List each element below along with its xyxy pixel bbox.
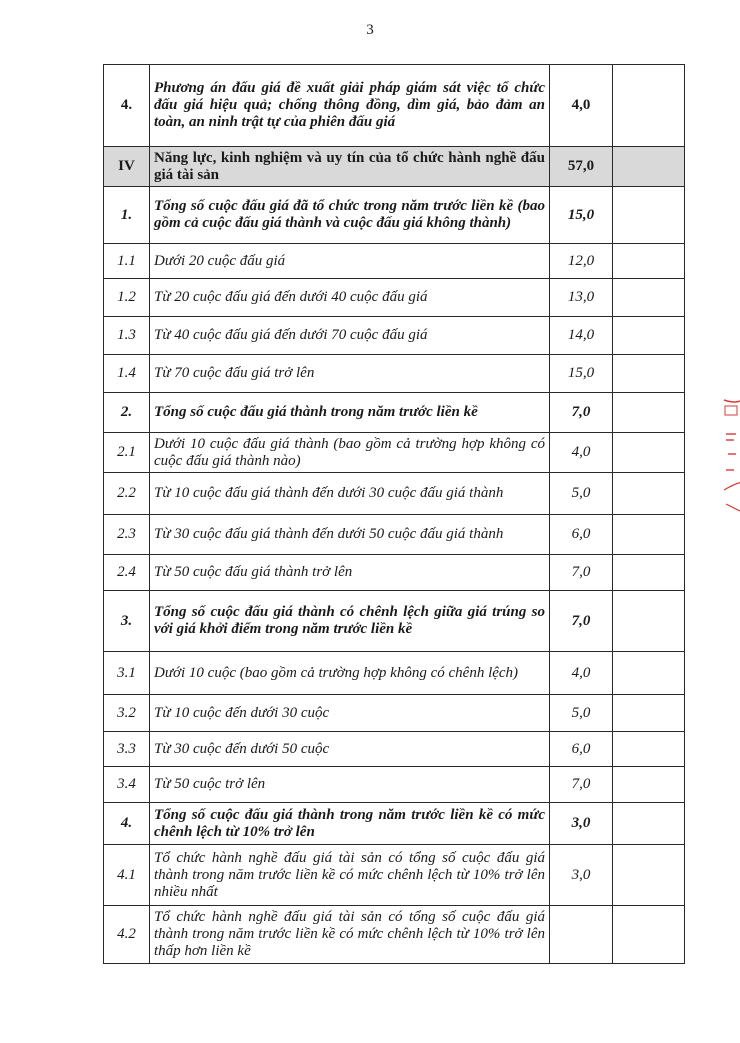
row-score: 7,0	[550, 591, 613, 652]
empty-cell	[613, 187, 685, 244]
row-number: 3.1	[104, 652, 150, 695]
empty-cell	[613, 279, 685, 317]
row-number: 3.	[104, 591, 150, 652]
row-description: Năng lực, kinh nghiệm và uy tín của tổ chức hành nghề đấu giá tài sản	[150, 147, 550, 187]
empty-cell	[613, 695, 685, 732]
empty-cell	[613, 845, 685, 906]
row-description: Từ 50 cuộc đấu giá thành trở lên	[150, 555, 550, 591]
empty-cell	[613, 147, 685, 187]
row-number: 3.4	[104, 767, 150, 803]
row-description: Tổng số cuộc đấu giá thành trong năm trước liền kề có mức chênh lệch từ 10% trở lên	[150, 803, 550, 845]
empty-cell	[613, 591, 685, 652]
empty-cell	[613, 317, 685, 355]
row-description: Tổng số cuộc đấu giá đã tổ chức trong năm trước liền kề (bao gồm cả cuộc đấu giá thành và cuộc đấu giá không thành)	[150, 187, 550, 244]
row-description: Tổng số cuộc đấu giá thành có chênh lệch giữa giá trúng so với giá khởi điểm trong năm trước liền kề	[150, 591, 550, 652]
row-score: 5,0	[550, 695, 613, 732]
row-description: Từ 10 cuộc đấu giá thành đến dưới 30 cuộc đấu giá thành	[150, 473, 550, 515]
row-score: 57,0	[550, 147, 613, 187]
row-description: Dưới 20 cuộc đấu giá	[150, 244, 550, 279]
row-score: 7,0	[550, 393, 613, 433]
empty-cell	[613, 393, 685, 433]
criteria-row	[104, 187, 685, 244]
row-description: Phương án đấu giá đề xuất giải pháp giám sát việc tổ chức đấu giá hiệu quả; chống thông đồng, dìm giá, bảo đảm an toàn, an ninh trật tự của phiên đấu giá	[150, 65, 550, 147]
empty-cell	[613, 555, 685, 591]
row-number: 1.1	[104, 244, 150, 279]
row-description: Từ 20 cuộc đấu giá đến dưới 40 cuộc đấu giá	[150, 279, 550, 317]
empty-cell	[613, 906, 685, 964]
criteria-row	[104, 433, 685, 473]
criteria-row	[104, 695, 685, 732]
criteria-row	[104, 317, 685, 355]
row-description: Tổ chức hành nghề đấu giá tài sản có tổng số cuộc đấu giá thành trong năm trước liền kề có mức chênh lệch từ 10% trở lên thấp hơn liền kề	[150, 906, 550, 964]
row-score: 15,0	[550, 355, 613, 393]
row-score: 6,0	[550, 732, 613, 767]
row-score: 4,0	[550, 433, 613, 473]
row-score	[550, 906, 613, 964]
row-number: 2.	[104, 393, 150, 433]
criteria-row	[104, 591, 685, 652]
red-stamp-edge	[722, 398, 740, 516]
empty-cell	[613, 244, 685, 279]
criteria-row	[104, 279, 685, 317]
row-description: Tổ chức hành nghề đấu giá tài sản có tổng số cuộc đấu giá thành trong năm trước liền kề có mức chênh lệch từ 10% trở lên nhiều nhất	[150, 845, 550, 906]
empty-cell	[613, 473, 685, 515]
row-number: 2.3	[104, 515, 150, 555]
row-description: Từ 40 cuộc đấu giá đến dưới 70 cuộc đấu giá	[150, 317, 550, 355]
row-description: Từ 70 cuộc đấu giá trở lên	[150, 355, 550, 393]
row-description: Từ 50 cuộc trở lên	[150, 767, 550, 803]
empty-cell	[613, 433, 685, 473]
row-number: 1.4	[104, 355, 150, 393]
page-number: 3	[366, 22, 374, 38]
row-number: 4.2	[104, 906, 150, 964]
row-number: 4.1	[104, 845, 150, 906]
empty-cell	[613, 355, 685, 393]
row-description: Dưới 10 cuộc đấu giá thành (bao gồm cả trường hợp không có cuộc đấu giá thành nào)	[150, 433, 550, 473]
row-number: 3.2	[104, 695, 150, 732]
row-score: 4,0	[550, 652, 613, 695]
row-score: 3,0	[550, 803, 613, 845]
criteria-row	[104, 244, 685, 279]
criteria-row	[104, 65, 685, 147]
scoring-criteria-table	[103, 64, 685, 964]
row-score: 14,0	[550, 317, 613, 355]
empty-cell	[613, 803, 685, 845]
row-score: 5,0	[550, 473, 613, 515]
row-description: Tổng số cuộc đấu giá thành trong năm trước liền kề	[150, 393, 550, 433]
criteria-row	[104, 555, 685, 591]
criteria-row	[104, 473, 685, 515]
row-score: 13,0	[550, 279, 613, 317]
empty-cell	[613, 732, 685, 767]
row-number: 2.4	[104, 555, 150, 591]
row-score: 3,0	[550, 845, 613, 906]
empty-cell	[613, 65, 685, 147]
row-number: 4.	[104, 65, 150, 147]
row-score: 15,0	[550, 187, 613, 244]
row-number: 3.3	[104, 732, 150, 767]
row-description: Từ 30 cuộc đến dưới 50 cuộc	[150, 732, 550, 767]
row-number: 1.3	[104, 317, 150, 355]
row-description: Dưới 10 cuộc (bao gồm cả trường hợp không có chênh lệch)	[150, 652, 550, 695]
row-number: 1.2	[104, 279, 150, 317]
empty-cell	[613, 515, 685, 555]
criteria-row	[104, 906, 685, 964]
criteria-row	[104, 767, 685, 803]
row-score: 7,0	[550, 767, 613, 803]
criteria-row	[104, 515, 685, 555]
criteria-row	[104, 803, 685, 845]
row-number: 4.	[104, 803, 150, 845]
row-number: IV	[104, 147, 150, 187]
row-description: Từ 10 cuộc đến dưới 30 cuộc	[150, 695, 550, 732]
row-score: 7,0	[550, 555, 613, 591]
criteria-row	[104, 393, 685, 433]
row-score: 6,0	[550, 515, 613, 555]
criteria-row	[104, 845, 685, 906]
empty-cell	[613, 767, 685, 803]
criteria-row	[104, 652, 685, 695]
row-description: Từ 30 cuộc đấu giá thành đến dưới 50 cuộc đấu giá thành	[150, 515, 550, 555]
row-number: 2.1	[104, 433, 150, 473]
section-row	[104, 147, 685, 187]
empty-cell	[613, 652, 685, 695]
row-score: 4,0	[550, 65, 613, 147]
row-score: 12,0	[550, 244, 613, 279]
criteria-row	[104, 732, 685, 767]
criteria-row	[104, 355, 685, 393]
row-number: 2.2	[104, 473, 150, 515]
row-number: 1.	[104, 187, 150, 244]
